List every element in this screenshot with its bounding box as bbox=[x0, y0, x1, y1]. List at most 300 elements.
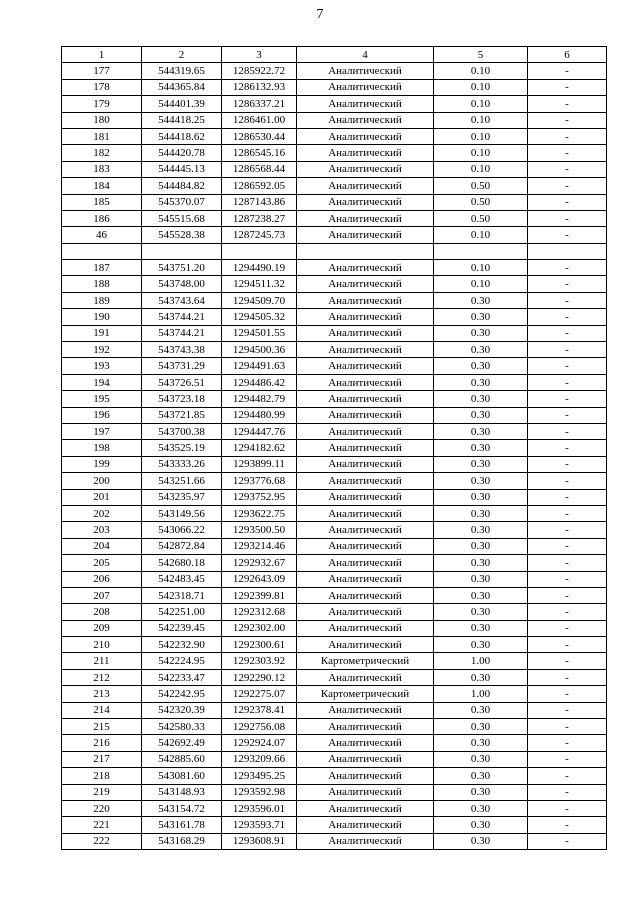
cell-note: - bbox=[528, 587, 607, 603]
cell-accuracy: 0.10 bbox=[434, 96, 528, 112]
cell-note: - bbox=[528, 309, 607, 325]
cell-method: Аналитический bbox=[297, 210, 434, 226]
cell-accuracy: 0.30 bbox=[434, 784, 528, 800]
cell-x-coordinate: 543723.18 bbox=[142, 391, 222, 407]
cell-y-coordinate: 1293592.98 bbox=[222, 784, 297, 800]
cell-accuracy: 0.30 bbox=[434, 768, 528, 784]
cell-x-coordinate: 543235.97 bbox=[142, 489, 222, 505]
cell-accuracy: 0.30 bbox=[434, 325, 528, 341]
cell-accuracy: 0.30 bbox=[434, 735, 528, 751]
cell-y-coordinate: 1285922.72 bbox=[222, 63, 297, 79]
cell-point-number: 221 bbox=[62, 817, 142, 833]
cell-accuracy: 0.30 bbox=[434, 342, 528, 358]
table-row bbox=[62, 260, 607, 276]
cell-accuracy: 0.30 bbox=[434, 456, 528, 472]
cell-point-number: 206 bbox=[62, 571, 142, 587]
cell-y-coordinate: 1286545.16 bbox=[222, 145, 297, 161]
cell-accuracy: 0.30 bbox=[434, 473, 528, 489]
table-row bbox=[62, 505, 607, 521]
table-row bbox=[62, 538, 607, 554]
cell-accuracy: 0.30 bbox=[434, 358, 528, 374]
cell-y-coordinate: 1292399.81 bbox=[222, 587, 297, 603]
cell-accuracy: 0.30 bbox=[434, 440, 528, 456]
table-row bbox=[62, 620, 607, 636]
cell-note: - bbox=[528, 210, 607, 226]
cell-note: - bbox=[528, 604, 607, 620]
cell-point-number: 218 bbox=[62, 768, 142, 784]
cell-point-number: 177 bbox=[62, 63, 142, 79]
table-row bbox=[62, 358, 607, 374]
cell-point-number: 186 bbox=[62, 210, 142, 226]
cell-point-number: 209 bbox=[62, 620, 142, 636]
cell-method: Аналитический bbox=[297, 292, 434, 308]
cell-method: Аналитический bbox=[297, 456, 434, 472]
cell-method: Аналитический bbox=[297, 309, 434, 325]
header-cell-col-1: 1 bbox=[62, 47, 142, 63]
cell-method: Картометрический bbox=[297, 686, 434, 702]
cell-x-coordinate: 542320.39 bbox=[142, 702, 222, 718]
cell-accuracy: 0.30 bbox=[434, 423, 528, 439]
cell-x-coordinate: 543726.51 bbox=[142, 374, 222, 390]
table-body bbox=[62, 63, 607, 850]
table-row bbox=[62, 145, 607, 161]
cell-method: Аналитический bbox=[297, 784, 434, 800]
cell-point-number: 197 bbox=[62, 423, 142, 439]
table-row bbox=[62, 325, 607, 341]
table-row bbox=[62, 489, 607, 505]
table-row bbox=[62, 768, 607, 784]
coordinates-table bbox=[61, 46, 607, 850]
table-row bbox=[62, 112, 607, 128]
table-row bbox=[62, 473, 607, 489]
cell-method: Аналитический bbox=[297, 833, 434, 849]
cell-note: - bbox=[528, 292, 607, 308]
cell-y-coordinate: 1287238.27 bbox=[222, 210, 297, 226]
cell-y-coordinate: 1293776.68 bbox=[222, 473, 297, 489]
cell-accuracy: 0.30 bbox=[434, 292, 528, 308]
cell-note: - bbox=[528, 735, 607, 751]
cell-method: Аналитический bbox=[297, 178, 434, 194]
cell-method: Аналитический bbox=[297, 637, 434, 653]
cell-note: - bbox=[528, 145, 607, 161]
cell-x-coordinate bbox=[142, 243, 222, 259]
cell-y-coordinate: 1292378.41 bbox=[222, 702, 297, 718]
cell-note: - bbox=[528, 407, 607, 423]
cell-x-coordinate: 542483.45 bbox=[142, 571, 222, 587]
cell-y-coordinate: 1293596.01 bbox=[222, 800, 297, 816]
table-row bbox=[62, 292, 607, 308]
cell-y-coordinate: 1294491.63 bbox=[222, 358, 297, 374]
cell-point-number: 185 bbox=[62, 194, 142, 210]
cell-point-number: 192 bbox=[62, 342, 142, 358]
cell-note: - bbox=[528, 571, 607, 587]
table-row bbox=[62, 374, 607, 390]
cell-point-number: 211 bbox=[62, 653, 142, 669]
cell-y-coordinate: 1286461.00 bbox=[222, 112, 297, 128]
cell-point-number: 193 bbox=[62, 358, 142, 374]
cell-method: Аналитический bbox=[297, 768, 434, 784]
cell-y-coordinate: 1293209.66 bbox=[222, 751, 297, 767]
cell-accuracy: 1.00 bbox=[434, 653, 528, 669]
cell-method: Аналитический bbox=[297, 751, 434, 767]
header-cell-col-4: 4 bbox=[297, 47, 434, 63]
cell-y-coordinate: 1294505.32 bbox=[222, 309, 297, 325]
cell-point-number: 220 bbox=[62, 800, 142, 816]
cell-accuracy: 0.30 bbox=[434, 719, 528, 735]
cell-accuracy: 0.30 bbox=[434, 309, 528, 325]
cell-accuracy: 0.30 bbox=[434, 620, 528, 636]
cell-note: - bbox=[528, 112, 607, 128]
cell-x-coordinate: 543743.38 bbox=[142, 342, 222, 358]
cell-point-number: 46 bbox=[62, 227, 142, 243]
cell-point-number: 183 bbox=[62, 161, 142, 177]
cell-point-number: 190 bbox=[62, 309, 142, 325]
cell-x-coordinate: 545528.38 bbox=[142, 227, 222, 243]
cell-x-coordinate: 543721.85 bbox=[142, 407, 222, 423]
cell-y-coordinate: 1293752.95 bbox=[222, 489, 297, 505]
table-row bbox=[62, 555, 607, 571]
cell-y-coordinate: 1293495.25 bbox=[222, 768, 297, 784]
cell-point-number: 212 bbox=[62, 669, 142, 685]
cell-x-coordinate: 542239.45 bbox=[142, 620, 222, 636]
cell-method: Аналитический bbox=[297, 735, 434, 751]
cell-y-coordinate: 1293608.91 bbox=[222, 833, 297, 849]
cell-note: - bbox=[528, 178, 607, 194]
cell-accuracy bbox=[434, 243, 528, 259]
table-header bbox=[62, 47, 607, 63]
cell-x-coordinate: 544365.84 bbox=[142, 79, 222, 95]
cell-note: - bbox=[528, 800, 607, 816]
cell-y-coordinate bbox=[222, 243, 297, 259]
cell-point-number: 213 bbox=[62, 686, 142, 702]
cell-x-coordinate: 543751.20 bbox=[142, 260, 222, 276]
cell-method: Аналитический bbox=[297, 407, 434, 423]
cell-accuracy: 0.30 bbox=[434, 391, 528, 407]
header-cell-col-6: 6 bbox=[528, 47, 607, 63]
cell-y-coordinate: 1292302.00 bbox=[222, 620, 297, 636]
cell-method: Аналитический bbox=[297, 571, 434, 587]
cell-x-coordinate: 542251.00 bbox=[142, 604, 222, 620]
table-row bbox=[62, 653, 607, 669]
cell-x-coordinate: 544418.25 bbox=[142, 112, 222, 128]
cell-accuracy: 0.30 bbox=[434, 505, 528, 521]
cell-accuracy: 0.10 bbox=[434, 276, 528, 292]
cell-accuracy: 0.10 bbox=[434, 79, 528, 95]
cell-method: Аналитический bbox=[297, 440, 434, 456]
cell-note: - bbox=[528, 63, 607, 79]
cell-y-coordinate: 1292290.12 bbox=[222, 669, 297, 685]
cell-y-coordinate: 1286592.05 bbox=[222, 178, 297, 194]
cell-method: Аналитический bbox=[297, 128, 434, 144]
cell-accuracy: 0.30 bbox=[434, 587, 528, 603]
table-row bbox=[62, 440, 607, 456]
cell-y-coordinate: 1294509.70 bbox=[222, 292, 297, 308]
cell-y-coordinate: 1294501.55 bbox=[222, 325, 297, 341]
cell-y-coordinate: 1292300.61 bbox=[222, 637, 297, 653]
cell-y-coordinate: 1292756.08 bbox=[222, 719, 297, 735]
cell-point-number: 216 bbox=[62, 735, 142, 751]
cell-x-coordinate: 544420.78 bbox=[142, 145, 222, 161]
cell-y-coordinate: 1286337.21 bbox=[222, 96, 297, 112]
table-row bbox=[62, 407, 607, 423]
cell-point-number: 208 bbox=[62, 604, 142, 620]
cell-point-number: 215 bbox=[62, 719, 142, 735]
cell-y-coordinate: 1287143.86 bbox=[222, 194, 297, 210]
cell-accuracy: 0.30 bbox=[434, 833, 528, 849]
cell-y-coordinate: 1294480.99 bbox=[222, 407, 297, 423]
cell-method: Аналитический bbox=[297, 227, 434, 243]
cell-method: Аналитический bbox=[297, 145, 434, 161]
cell-method: Аналитический bbox=[297, 800, 434, 816]
cell-x-coordinate: 542224.95 bbox=[142, 653, 222, 669]
cell-method bbox=[297, 243, 434, 259]
table-row bbox=[62, 161, 607, 177]
cell-x-coordinate: 544445.13 bbox=[142, 161, 222, 177]
table-row bbox=[62, 571, 607, 587]
cell-method: Аналитический bbox=[297, 63, 434, 79]
table-row bbox=[62, 391, 607, 407]
cell-note: - bbox=[528, 555, 607, 571]
cell-method: Аналитический bbox=[297, 489, 434, 505]
cell-accuracy: 0.30 bbox=[434, 538, 528, 554]
cell-y-coordinate: 1294482.79 bbox=[222, 391, 297, 407]
cell-x-coordinate: 542242.95 bbox=[142, 686, 222, 702]
cell-method: Картометрический bbox=[297, 653, 434, 669]
cell-x-coordinate: 543525.19 bbox=[142, 440, 222, 456]
cell-y-coordinate: 1294500.36 bbox=[222, 342, 297, 358]
cell-point-number: 196 bbox=[62, 407, 142, 423]
cell-x-coordinate: 543731.29 bbox=[142, 358, 222, 374]
cell-x-coordinate: 544401.39 bbox=[142, 96, 222, 112]
table-row bbox=[62, 194, 607, 210]
cell-note bbox=[528, 243, 607, 259]
cell-x-coordinate: 543168.29 bbox=[142, 833, 222, 849]
cell-accuracy: 0.10 bbox=[434, 227, 528, 243]
cell-note: - bbox=[528, 768, 607, 784]
cell-accuracy: 0.50 bbox=[434, 178, 528, 194]
cell-x-coordinate: 543148.93 bbox=[142, 784, 222, 800]
table-row bbox=[62, 686, 607, 702]
table-row bbox=[62, 637, 607, 653]
cell-method: Аналитический bbox=[297, 587, 434, 603]
cell-note: - bbox=[528, 637, 607, 653]
cell-accuracy: 0.50 bbox=[434, 210, 528, 226]
cell-method: Аналитический bbox=[297, 391, 434, 407]
cell-y-coordinate: 1293899.11 bbox=[222, 456, 297, 472]
cell-method: Аналитический bbox=[297, 620, 434, 636]
cell-accuracy: 0.10 bbox=[434, 63, 528, 79]
table-row bbox=[62, 342, 607, 358]
cell-x-coordinate: 542680.18 bbox=[142, 555, 222, 571]
cell-y-coordinate: 1293500.50 bbox=[222, 522, 297, 538]
cell-x-coordinate: 543251.66 bbox=[142, 473, 222, 489]
cell-y-coordinate: 1286568.44 bbox=[222, 161, 297, 177]
cell-point-number: 201 bbox=[62, 489, 142, 505]
cell-x-coordinate: 543744.21 bbox=[142, 325, 222, 341]
cell-note: - bbox=[528, 473, 607, 489]
cell-point-number: 204 bbox=[62, 538, 142, 554]
cell-y-coordinate: 1292643.09 bbox=[222, 571, 297, 587]
cell-point-number: 217 bbox=[62, 751, 142, 767]
table-row bbox=[62, 751, 607, 767]
table-row bbox=[62, 79, 607, 95]
table-row bbox=[62, 96, 607, 112]
cell-note: - bbox=[528, 456, 607, 472]
cell-y-coordinate: 1292312.68 bbox=[222, 604, 297, 620]
cell-point-number: 205 bbox=[62, 555, 142, 571]
cell-note: - bbox=[528, 653, 607, 669]
cell-accuracy: 0.30 bbox=[434, 522, 528, 538]
cell-method: Аналитический bbox=[297, 669, 434, 685]
cell-accuracy: 0.30 bbox=[434, 604, 528, 620]
cell-accuracy: 0.10 bbox=[434, 260, 528, 276]
cell-x-coordinate: 543333.26 bbox=[142, 456, 222, 472]
cell-note: - bbox=[528, 260, 607, 276]
cell-method: Аналитический bbox=[297, 276, 434, 292]
cell-method: Аналитический bbox=[297, 342, 434, 358]
cell-method: Аналитический bbox=[297, 604, 434, 620]
cell-accuracy: 0.30 bbox=[434, 751, 528, 767]
cell-note: - bbox=[528, 669, 607, 685]
cell-x-coordinate: 543081.60 bbox=[142, 768, 222, 784]
cell-method: Аналитический bbox=[297, 112, 434, 128]
cell-accuracy: 0.30 bbox=[434, 669, 528, 685]
cell-x-coordinate: 543154.72 bbox=[142, 800, 222, 816]
cell-point-number: 179 bbox=[62, 96, 142, 112]
cell-point-number: 182 bbox=[62, 145, 142, 161]
cell-point-number: 178 bbox=[62, 79, 142, 95]
cell-note: - bbox=[528, 227, 607, 243]
cell-note: - bbox=[528, 325, 607, 341]
cell-y-coordinate: 1293593.71 bbox=[222, 817, 297, 833]
cell-y-coordinate: 1292303.92 bbox=[222, 653, 297, 669]
cell-x-coordinate: 543066.22 bbox=[142, 522, 222, 538]
header-cell-col-3: 3 bbox=[222, 47, 297, 63]
cell-x-coordinate: 543743.64 bbox=[142, 292, 222, 308]
table-row bbox=[62, 817, 607, 833]
cell-accuracy: 0.10 bbox=[434, 128, 528, 144]
cell-point-number: 181 bbox=[62, 128, 142, 144]
cell-accuracy: 1.00 bbox=[434, 686, 528, 702]
cell-point-number: 194 bbox=[62, 374, 142, 390]
cell-accuracy: 0.10 bbox=[434, 145, 528, 161]
cell-x-coordinate: 542692.49 bbox=[142, 735, 222, 751]
table-row bbox=[62, 243, 607, 259]
cell-method: Аналитический bbox=[297, 817, 434, 833]
cell-x-coordinate: 543161.78 bbox=[142, 817, 222, 833]
cell-point-number: 219 bbox=[62, 784, 142, 800]
cell-x-coordinate: 542885.60 bbox=[142, 751, 222, 767]
cell-x-coordinate: 542872.84 bbox=[142, 538, 222, 554]
cell-accuracy: 0.30 bbox=[434, 702, 528, 718]
table-row bbox=[62, 276, 607, 292]
cell-point-number: 180 bbox=[62, 112, 142, 128]
cell-note: - bbox=[528, 719, 607, 735]
cell-note: - bbox=[528, 686, 607, 702]
cell-point-number: 222 bbox=[62, 833, 142, 849]
cell-method: Аналитический bbox=[297, 161, 434, 177]
cell-note: - bbox=[528, 440, 607, 456]
cell-x-coordinate: 542232.90 bbox=[142, 637, 222, 653]
cell-note: - bbox=[528, 702, 607, 718]
cell-note: - bbox=[528, 128, 607, 144]
cell-y-coordinate: 1294182.62 bbox=[222, 440, 297, 456]
cell-note: - bbox=[528, 194, 607, 210]
cell-note: - bbox=[528, 358, 607, 374]
cell-y-coordinate: 1294486.42 bbox=[222, 374, 297, 390]
cell-point-number: 202 bbox=[62, 505, 142, 521]
table-row bbox=[62, 456, 607, 472]
cell-point-number: 207 bbox=[62, 587, 142, 603]
header-row bbox=[62, 47, 607, 63]
header-cell-col-2: 2 bbox=[142, 47, 222, 63]
cell-y-coordinate: 1294490.19 bbox=[222, 260, 297, 276]
cell-note: - bbox=[528, 784, 607, 800]
cell-point-number: 189 bbox=[62, 292, 142, 308]
table-row bbox=[62, 735, 607, 751]
cell-accuracy: 0.30 bbox=[434, 489, 528, 505]
cell-x-coordinate: 543149.56 bbox=[142, 505, 222, 521]
table-row bbox=[62, 604, 607, 620]
cell-point-number: 198 bbox=[62, 440, 142, 456]
cell-y-coordinate: 1293214.46 bbox=[222, 538, 297, 554]
cell-note: - bbox=[528, 538, 607, 554]
cell-method: Аналитический bbox=[297, 423, 434, 439]
cell-point-number bbox=[62, 243, 142, 259]
table-row bbox=[62, 587, 607, 603]
cell-y-coordinate: 1286132.93 bbox=[222, 79, 297, 95]
cell-method: Аналитический bbox=[297, 473, 434, 489]
table-row bbox=[62, 423, 607, 439]
cell-method: Аналитический bbox=[297, 325, 434, 341]
cell-x-coordinate: 542580.33 bbox=[142, 719, 222, 735]
cell-note: - bbox=[528, 423, 607, 439]
cell-method: Аналитический bbox=[297, 702, 434, 718]
cell-x-coordinate: 543744.21 bbox=[142, 309, 222, 325]
cell-note: - bbox=[528, 161, 607, 177]
cell-x-coordinate: 544319.65 bbox=[142, 63, 222, 79]
page-number: 7 bbox=[316, 7, 324, 22]
table-row bbox=[62, 784, 607, 800]
cell-y-coordinate: 1286530.44 bbox=[222, 128, 297, 144]
cell-point-number: 214 bbox=[62, 702, 142, 718]
cell-method: Аналитический bbox=[297, 719, 434, 735]
cell-note: - bbox=[528, 833, 607, 849]
cell-x-coordinate: 545370.07 bbox=[142, 194, 222, 210]
table-row bbox=[62, 63, 607, 79]
cell-y-coordinate: 1292932.67 bbox=[222, 555, 297, 571]
cell-x-coordinate: 542233.47 bbox=[142, 669, 222, 685]
cell-y-coordinate: 1293622.75 bbox=[222, 505, 297, 521]
cell-method: Аналитический bbox=[297, 260, 434, 276]
cell-method: Аналитический bbox=[297, 505, 434, 521]
cell-method: Аналитический bbox=[297, 555, 434, 571]
cell-x-coordinate: 543748.00 bbox=[142, 276, 222, 292]
cell-point-number: 203 bbox=[62, 522, 142, 538]
cell-method: Аналитический bbox=[297, 374, 434, 390]
cell-method: Аналитический bbox=[297, 522, 434, 538]
cell-x-coordinate: 544418.62 bbox=[142, 128, 222, 144]
cell-method: Аналитический bbox=[297, 194, 434, 210]
table-row bbox=[62, 178, 607, 194]
cell-note: - bbox=[528, 391, 607, 407]
cell-x-coordinate: 542318.71 bbox=[142, 587, 222, 603]
cell-note: - bbox=[528, 505, 607, 521]
cell-note: - bbox=[528, 620, 607, 636]
table-row bbox=[62, 309, 607, 325]
cell-point-number: 200 bbox=[62, 473, 142, 489]
cell-accuracy: 0.30 bbox=[434, 571, 528, 587]
